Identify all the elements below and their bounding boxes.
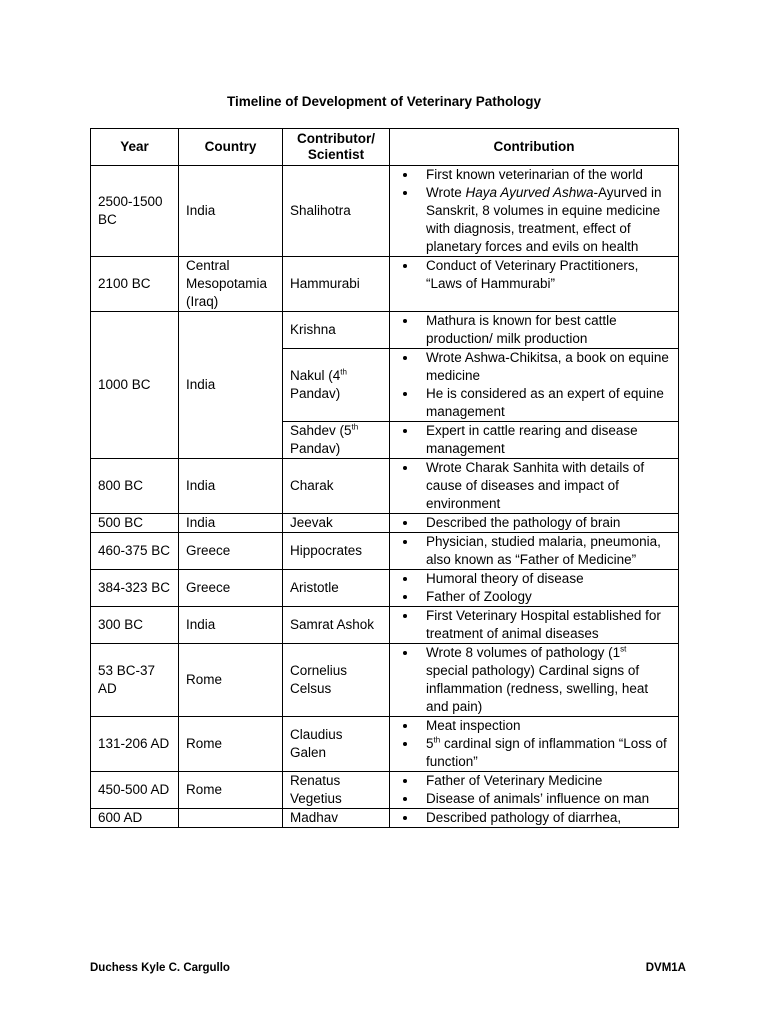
year-cell: 500 BC xyxy=(91,514,179,533)
contribution-cell xyxy=(390,607,679,644)
country-cell: India xyxy=(179,312,283,459)
table-row xyxy=(91,312,679,349)
header-year: Year xyxy=(91,129,179,166)
contribution-cell xyxy=(390,717,679,772)
contributor-cell: Renatus Vegetius xyxy=(283,772,390,809)
contributor-cell: Jeevak xyxy=(283,514,390,533)
contribution-item: • First known veterinarian of the world xyxy=(418,166,671,184)
contribution-cell xyxy=(390,570,679,607)
contribution-cell xyxy=(390,459,679,514)
contribution-item: • Conduct of Veterinary Practitioners, “Laws of Hammurabi” xyxy=(418,257,671,293)
country-cell: Central Mesopotamia (Iraq) xyxy=(179,257,283,312)
country-cell: Rome xyxy=(179,717,283,772)
year-cell: 2100 BC xyxy=(91,257,179,312)
table-row xyxy=(91,459,679,514)
contribution-item: • Wrote Haya Ayurved Ashwa-Ayurved in Sanskrit, 8 volumes in equine medicine with diagnosis, treatment, effect of planetary forces and evils on health xyxy=(418,184,671,256)
contribution-item: • Wrote Ashwa-Chikitsa, a book on equine medicine xyxy=(418,349,671,385)
header-contributor-line2: Scientist xyxy=(307,147,365,162)
contributor-cell: Madhav xyxy=(283,809,390,828)
timeline-table xyxy=(90,128,679,828)
contribution-item: • First Veterinary Hospital established for treatment of animal diseases xyxy=(418,607,671,643)
contribution-cell xyxy=(390,312,679,349)
country-cell xyxy=(179,809,283,828)
contribution-cell xyxy=(390,257,679,312)
contribution-item: • Expert in cattle rearing and disease management xyxy=(418,422,671,458)
country-cell: Greece xyxy=(179,533,283,570)
year-cell: 384-323 BC xyxy=(91,570,179,607)
footer-author: Duchess Kyle C. Cargullo xyxy=(90,962,230,974)
year-cell: 300 BC xyxy=(91,607,179,644)
contributor-cell: Shalihotra xyxy=(283,166,390,257)
footer-class: DVM1A xyxy=(645,962,686,974)
year-cell: 131-206 AD xyxy=(91,717,179,772)
contribution-item: • 5th cardinal sign of inflammation “Loss of function” xyxy=(418,735,671,771)
contribution-cell xyxy=(390,644,679,717)
country-cell: India xyxy=(179,607,283,644)
contributor-cell: Hammurabi xyxy=(283,257,390,312)
contributor-cell: Charak xyxy=(283,459,390,514)
contributor-cell: Krishna xyxy=(283,312,390,349)
contribution-item: • Wrote 8 volumes of pathology (1st special pathology) Cardinal signs of inflammation (redness, swelling, heat and pain) xyxy=(418,644,671,716)
year-cell: 53 BC-37 AD xyxy=(91,644,179,717)
country-cell: Rome xyxy=(179,644,283,717)
country-cell: India xyxy=(179,459,283,514)
country-cell: India xyxy=(179,514,283,533)
table-row xyxy=(91,717,679,772)
table-row xyxy=(91,570,679,607)
country-cell: Rome xyxy=(179,772,283,809)
table-header-row xyxy=(91,129,679,166)
contribution-item: • Father of Zoology xyxy=(418,588,671,606)
page-title: Timeline of Development of Veterinary Pathology xyxy=(226,94,542,109)
contributor-cell: Cornelius Celsus xyxy=(283,644,390,717)
year-cell: 450-500 AD xyxy=(91,772,179,809)
year-cell: 1000 BC xyxy=(91,312,179,459)
contributor-cell: Nakul (4th Pandav) xyxy=(283,349,390,422)
contribution-item: • Meat inspection xyxy=(418,717,671,735)
year-cell: 460-375 BC xyxy=(91,533,179,570)
contributor-cell: Sahdev (5th Pandav) xyxy=(283,422,390,459)
year-cell: 600 AD xyxy=(91,809,179,828)
contribution-item: • Humoral theory of disease xyxy=(418,570,671,588)
table-row xyxy=(91,257,679,312)
contribution-item: • Mathura is known for best cattle production/ milk production xyxy=(418,312,671,348)
contribution-cell xyxy=(390,809,679,828)
contribution-cell xyxy=(390,772,679,809)
table-row xyxy=(91,644,679,717)
contributor-cell: Claudius Galen xyxy=(283,717,390,772)
country-cell: India xyxy=(179,166,283,257)
header-contributor xyxy=(283,129,390,166)
contribution-cell xyxy=(390,166,679,257)
table-row xyxy=(91,166,679,257)
year-cell: 800 BC xyxy=(91,459,179,514)
contribution-cell xyxy=(390,422,679,459)
contributor-cell: Samrat Ashok xyxy=(283,607,390,644)
contribution-cell xyxy=(390,349,679,422)
contribution-item: • Father of Veterinary Medicine xyxy=(418,772,671,790)
header-contributor-line1: Contributor/ xyxy=(297,131,375,146)
header-contribution: Contribution xyxy=(390,129,679,166)
contribution-item: • Described the pathology of brain xyxy=(418,514,671,532)
contribution-item: • Wrote Charak Sanhita with details of cause of diseases and impact of environment xyxy=(418,459,671,513)
year-cell: 2500-1500 BC xyxy=(91,166,179,257)
table-row xyxy=(91,607,679,644)
contribution-item: • He is considered as an expert of equine management xyxy=(418,385,671,421)
table-row xyxy=(91,533,679,570)
contribution-cell xyxy=(390,514,679,533)
contribution-item: • Described pathology of diarrhea, xyxy=(418,809,671,827)
contribution-item: • Physician, studied malaria, pneumonia, also known as “Father of Medicine” xyxy=(418,533,671,569)
table-row xyxy=(91,772,679,809)
header-country: Country xyxy=(179,129,283,166)
table-row xyxy=(91,514,679,533)
contribution-item: • Disease of animals’ influence on man xyxy=(418,790,671,808)
table-row xyxy=(91,809,679,828)
contributor-cell: Aristotle xyxy=(283,570,390,607)
contributor-cell: Hippocrates xyxy=(283,533,390,570)
contribution-cell xyxy=(390,533,679,570)
country-cell: Greece xyxy=(179,570,283,607)
